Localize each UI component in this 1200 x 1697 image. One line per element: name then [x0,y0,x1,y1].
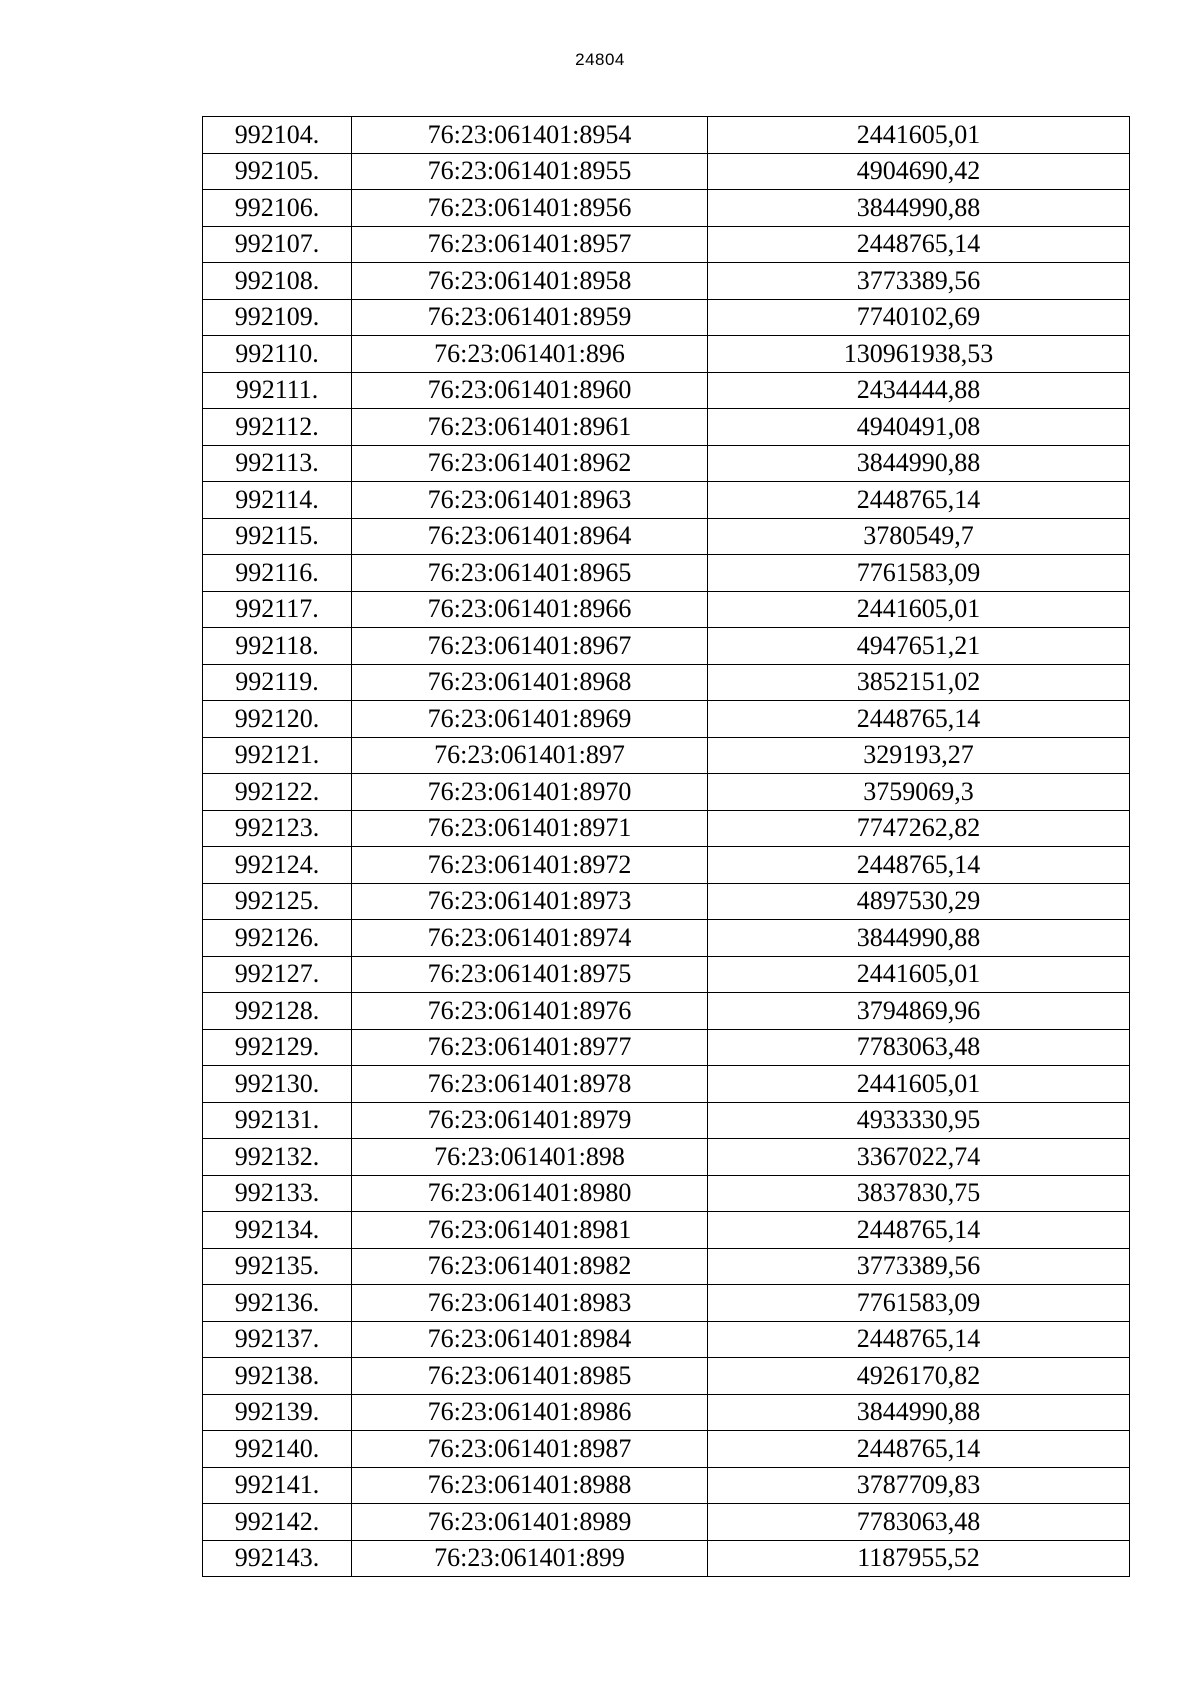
row-number-cell: 992106. [203,190,352,227]
cadastral-number-cell: 76:23:061401:8981 [352,1212,708,1249]
row-number-cell: 992136. [203,1285,352,1322]
cadastral-number-cell: 76:23:061401:8971 [352,810,708,847]
cadastral-number-cell: 76:23:061401:8976 [352,993,708,1030]
row-number-cell: 992131. [203,1102,352,1139]
table-row [203,1029,1130,1066]
cadastral-value-cell: 130961938,53 [708,336,1130,373]
cadastral-value-cell: 2448765,14 [708,482,1130,519]
table-row [203,1066,1130,1103]
cadastral-value-cell: 329193,27 [708,737,1130,774]
cadastral-value-cell: 2448765,14 [708,847,1130,884]
cadastral-value-cell: 2448765,14 [708,1212,1130,1249]
row-number-cell: 992113. [203,445,352,482]
cadastral-number-cell: 76:23:061401:8968 [352,664,708,701]
row-number-cell: 992125. [203,883,352,920]
table-row [203,1139,1130,1176]
row-number-cell: 992116. [203,555,352,592]
table-row [203,336,1130,373]
table-row [203,1248,1130,1285]
table-row [203,1504,1130,1541]
table-row [203,1102,1130,1139]
cadastral-number-cell: 76:23:061401:8966 [352,591,708,628]
row-number-cell: 992127. [203,956,352,993]
cadastral-number-cell: 76:23:061401:8957 [352,226,708,263]
row-number-cell: 992105. [203,153,352,190]
table-row [203,190,1130,227]
cadastral-value-cell: 3844990,88 [708,445,1130,482]
row-number-cell: 992141. [203,1467,352,1504]
cadastral-number-cell: 76:23:061401:8972 [352,847,708,884]
table-row [203,518,1130,555]
cadastral-value-cell: 2441605,01 [708,117,1130,154]
table-row [203,1358,1130,1395]
cadastral-number-cell: 76:23:061401:8967 [352,628,708,665]
cadastral-value-cell: 7747262,82 [708,810,1130,847]
cadastral-number-cell: 76:23:061401:899 [352,1540,708,1577]
cadastral-number-cell: 76:23:061401:8963 [352,482,708,519]
row-number-cell: 992104. [203,117,352,154]
table-row [203,993,1130,1030]
row-number-cell: 992140. [203,1431,352,1468]
cadastral-number-cell: 76:23:061401:897 [352,737,708,774]
cadastral-value-cell: 3367022,74 [708,1139,1130,1176]
cadastral-value-cell: 7740102,69 [708,299,1130,336]
cadastral-value-cell: 3852151,02 [708,664,1130,701]
table-row [203,482,1130,519]
cadastral-value-cell: 2434444,88 [708,372,1130,409]
row-number-cell: 992143. [203,1540,352,1577]
table-row [203,920,1130,957]
cadastral-number-cell: 76:23:061401:898 [352,1139,708,1176]
cadastral-value-cell: 2441605,01 [708,591,1130,628]
row-number-cell: 992119. [203,664,352,701]
row-number-cell: 992118. [203,628,352,665]
cadastral-value-cell: 3794869,96 [708,993,1130,1030]
row-number-cell: 992123. [203,810,352,847]
row-number-cell: 992111. [203,372,352,409]
table-row [203,263,1130,300]
cadastral-number-cell: 76:23:061401:8983 [352,1285,708,1322]
table-row [203,445,1130,482]
cadastral-number-cell: 76:23:061401:8973 [352,883,708,920]
cadastral-value-cell: 3780549,7 [708,518,1130,555]
cadastral-value-cell: 3773389,56 [708,263,1130,300]
cadastral-number-cell: 76:23:061401:8974 [352,920,708,957]
row-number-cell: 992137. [203,1321,352,1358]
row-number-cell: 992109. [203,299,352,336]
table-row [203,409,1130,446]
page-number: 24804 [575,50,625,69]
table-row [203,1431,1130,1468]
table-row [203,664,1130,701]
table-row [203,153,1130,190]
cadastral-value-cell: 2448765,14 [708,701,1130,738]
cadastral-value-cell: 7783063,48 [708,1029,1130,1066]
row-number-cell: 992117. [203,591,352,628]
row-number-cell: 992122. [203,774,352,811]
cadastral-number-cell: 76:23:061401:8962 [352,445,708,482]
cadastral-value-cell: 4904690,42 [708,153,1130,190]
cadastral-value-cell: 3844990,88 [708,190,1130,227]
cadastral-number-cell: 76:23:061401:8980 [352,1175,708,1212]
cadastral-value-cell: 2448765,14 [708,1321,1130,1358]
table-row [203,1212,1130,1249]
cadastral-number-cell: 76:23:061401:8977 [352,1029,708,1066]
table-row [203,372,1130,409]
cadastral-number-cell: 76:23:061401:8984 [352,1321,708,1358]
table-row [203,555,1130,592]
table-row [203,737,1130,774]
table-row [203,701,1130,738]
table-row [203,591,1130,628]
row-number-cell: 992121. [203,737,352,774]
cadastral-value-cell: 1187955,52 [708,1540,1130,1577]
cadastral-number-cell: 76:23:061401:8989 [352,1504,708,1541]
cadastral-number-cell: 76:23:061401:8982 [352,1248,708,1285]
row-number-cell: 992138. [203,1358,352,1395]
row-number-cell: 992114. [203,482,352,519]
cadastral-number-cell: 76:23:061401:8987 [352,1431,708,1468]
cadastral-value-cell: 2441605,01 [708,956,1130,993]
cadastral-value-cell: 3759069,3 [708,774,1130,811]
table-row [203,810,1130,847]
row-number-cell: 992110. [203,336,352,373]
cadastral-number-cell: 76:23:061401:8978 [352,1066,708,1103]
table-body [203,117,1130,1577]
cadastral-value-cell: 2448765,14 [708,226,1130,263]
row-number-cell: 992133. [203,1175,352,1212]
cadastral-number-cell: 76:23:061401:8955 [352,153,708,190]
cadastral-value-cell: 4926170,82 [708,1358,1130,1395]
cadastral-number-cell: 76:23:061401:8956 [352,190,708,227]
table-row [203,1285,1130,1322]
cadastral-value-cell: 7761583,09 [708,555,1130,592]
table-row [203,1467,1130,1504]
row-number-cell: 992142. [203,1504,352,1541]
row-number-cell: 992129. [203,1029,352,1066]
row-number-cell: 992139. [203,1394,352,1431]
cadastral-number-cell: 76:23:061401:8970 [352,774,708,811]
table-row [203,774,1130,811]
row-number-cell: 992107. [203,226,352,263]
table-row [203,956,1130,993]
cadastral-value-cell: 4947651,21 [708,628,1130,665]
row-number-cell: 992112. [203,409,352,446]
row-number-cell: 992132. [203,1139,352,1176]
cadastral-number-cell: 76:23:061401:8960 [352,372,708,409]
table-row [203,1321,1130,1358]
cadastral-number-cell: 76:23:061401:8975 [352,956,708,993]
cadastral-value-cell: 3787709,83 [708,1467,1130,1504]
row-number-cell: 992108. [203,263,352,300]
table-row [203,1175,1130,1212]
cadastral-value-cell: 2441605,01 [708,1066,1130,1103]
cadastral-number-cell: 76:23:061401:8954 [352,117,708,154]
row-number-cell: 992124. [203,847,352,884]
cadastral-number-cell: 76:23:061401:8986 [352,1394,708,1431]
table-row [203,847,1130,884]
cadastral-value-cell: 7761583,09 [708,1285,1130,1322]
cadastral-number-cell: 76:23:061401:8958 [352,263,708,300]
cadastral-number-cell: 76:23:061401:8979 [352,1102,708,1139]
table-row [203,1540,1130,1577]
table-row [203,299,1130,336]
row-number-cell: 992126. [203,920,352,957]
cadastral-number-cell: 76:23:061401:8959 [352,299,708,336]
cadastral-value-cell: 3844990,88 [708,920,1130,957]
cadastral-value-table [202,116,1130,1577]
cadastral-number-cell: 76:23:061401:8969 [352,701,708,738]
row-number-cell: 992134. [203,1212,352,1249]
cadastral-number-cell: 76:23:061401:8965 [352,555,708,592]
cadastral-number-cell: 76:23:061401:8988 [352,1467,708,1504]
cadastral-value-cell: 4933330,95 [708,1102,1130,1139]
cadastral-number-cell: 76:23:061401:896 [352,336,708,373]
row-number-cell: 992120. [203,701,352,738]
table-row [203,117,1130,154]
table-row [203,226,1130,263]
cadastral-value-cell: 3773389,56 [708,1248,1130,1285]
cadastral-value-cell: 3844990,88 [708,1394,1130,1431]
cadastral-number-cell: 76:23:061401:8961 [352,409,708,446]
row-number-cell: 992115. [203,518,352,555]
cadastral-number-cell: 76:23:061401:8964 [352,518,708,555]
cadastral-value-cell: 7783063,48 [708,1504,1130,1541]
cadastral-value-cell: 2448765,14 [708,1431,1130,1468]
row-number-cell: 992135. [203,1248,352,1285]
table-row [203,883,1130,920]
cadastral-value-cell: 4897530,29 [708,883,1130,920]
cadastral-value-cell: 3837830,75 [708,1175,1130,1212]
cadastral-number-cell: 76:23:061401:8985 [352,1358,708,1395]
cadastral-value-cell: 4940491,08 [708,409,1130,446]
table-row [203,1394,1130,1431]
row-number-cell: 992128. [203,993,352,1030]
table-row [203,628,1130,665]
row-number-cell: 992130. [203,1066,352,1103]
